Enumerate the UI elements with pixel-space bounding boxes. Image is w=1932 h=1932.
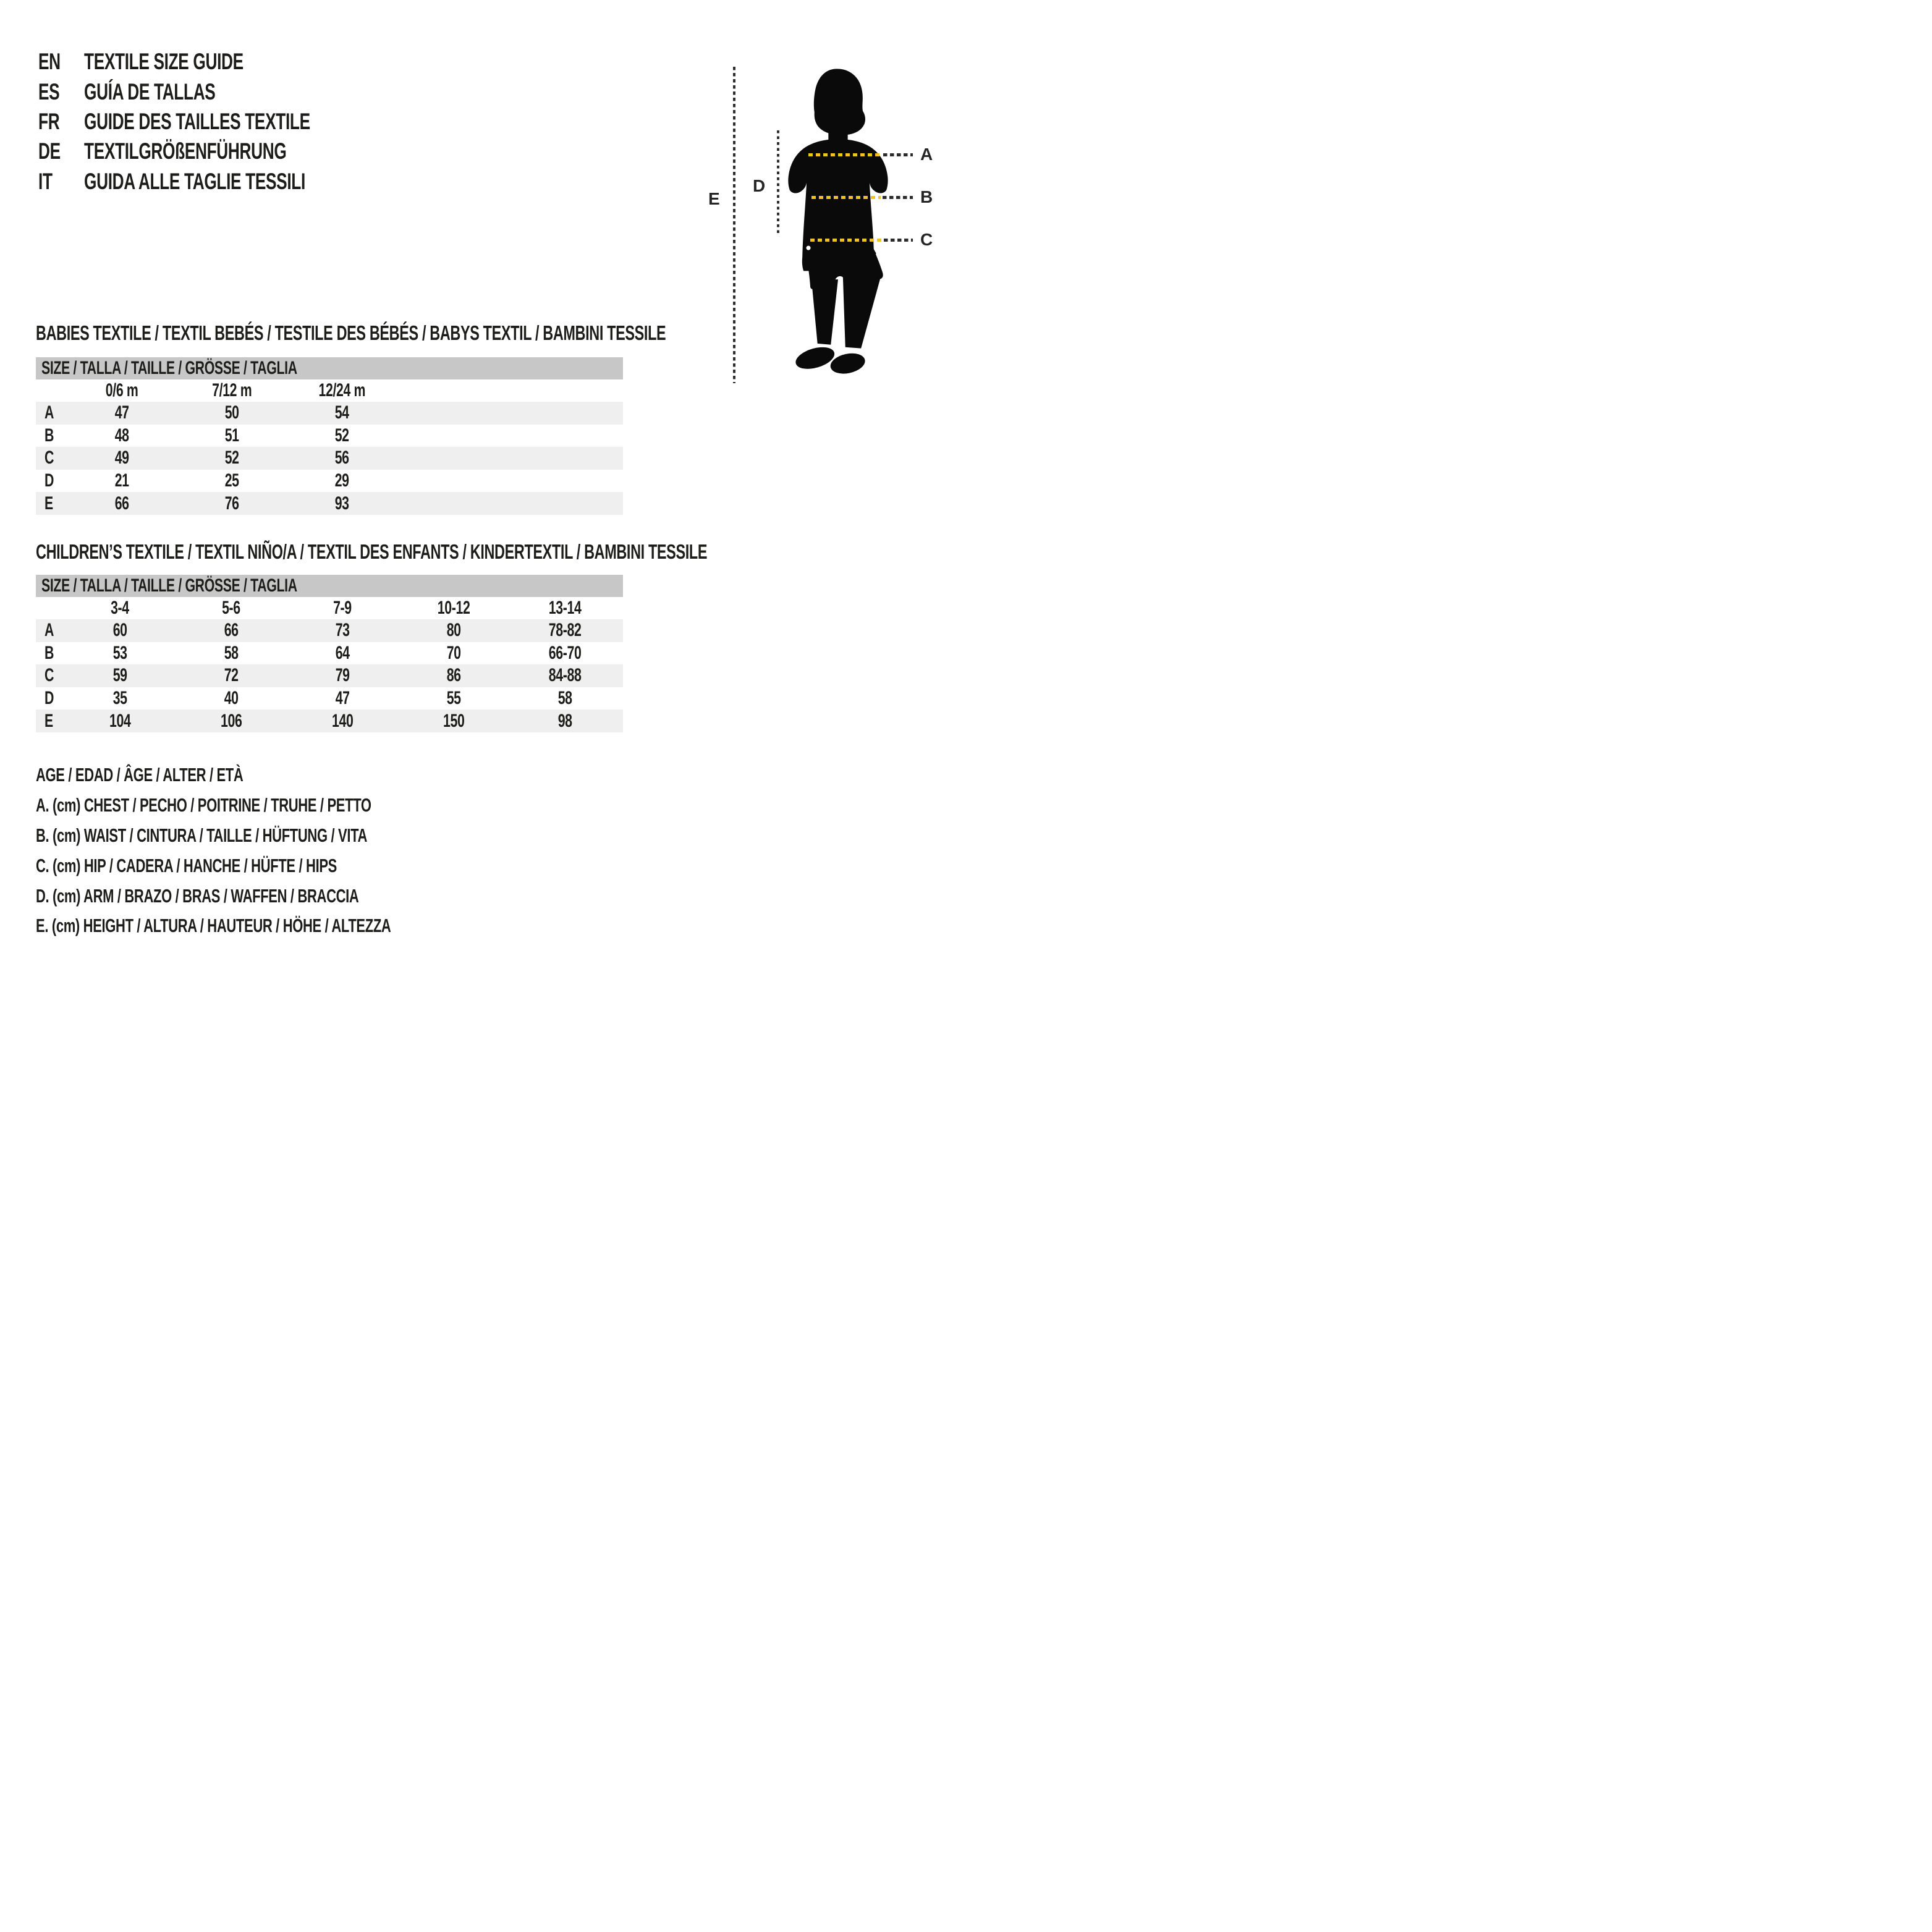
- legend-line-age: AGE / EDAD / ÂGE / ALTER / ETÀ: [36, 764, 244, 786]
- column-header: 10-12: [437, 598, 470, 618]
- language-row-es: [38, 77, 402, 106]
- arm-measure-line-d: [777, 130, 779, 235]
- legend-line-height: E. (cm) HEIGHT / ALTURA / HAUTEUR / HÖHE / ALTEZZA: [36, 915, 391, 937]
- row-label: E: [44, 710, 53, 731]
- column-header: 7/12 m: [211, 380, 252, 400]
- table-row-a: [36, 402, 623, 425]
- language-row-it: [38, 167, 402, 197]
- cell-value: 59: [112, 665, 127, 686]
- cell-value: 58: [224, 642, 239, 663]
- cell-value: 52: [224, 447, 239, 468]
- cell-value: 73: [335, 620, 350, 641]
- table-row-a: [36, 619, 623, 642]
- language-title: TEXTILGRÖßENFÜHRUNG: [84, 138, 287, 164]
- cell-value: 51: [224, 425, 239, 446]
- cell-value: 35: [112, 688, 127, 709]
- label-d: D: [753, 176, 766, 195]
- cell-value: 49: [114, 447, 129, 468]
- language-code: ES: [38, 78, 60, 104]
- cell-value: 25: [224, 470, 239, 491]
- hip-leader-line-c: [884, 239, 913, 242]
- cell-value: 104: [109, 710, 131, 731]
- chest-measure-line-a: [808, 153, 881, 156]
- table-row-c: [36, 447, 623, 470]
- cell-value: 106: [220, 710, 242, 731]
- cell-value: 80: [446, 620, 461, 641]
- cell-value: 29: [334, 470, 349, 491]
- cell-value: 79: [335, 665, 350, 686]
- table-row-b: [36, 425, 623, 447]
- cell-value: 70: [446, 642, 461, 663]
- language-title: TEXTILE SIZE GUIDE: [84, 49, 244, 75]
- label-a: A: [920, 145, 933, 164]
- size-guide-page: [0, 0, 966, 966]
- row-label: C: [44, 447, 54, 468]
- legend-line-hip: C. (cm) HIP / CADERA / HANCHE / HÜFTE / HIPS: [36, 854, 337, 876]
- table-row-e: [36, 492, 623, 515]
- row-label: D: [44, 470, 54, 491]
- label-c: C: [920, 230, 933, 249]
- row-label: A: [44, 402, 54, 423]
- language-title: GUIDA ALLE TAGLIE TESSILI: [84, 168, 305, 194]
- legend-line-waist: B. (cm) WAIST / CINTURA / TAILLE / HÜFTUNG / VITA: [36, 824, 368, 846]
- cell-value: 58: [557, 688, 572, 709]
- table-row-e: [36, 710, 623, 732]
- row-label: D: [44, 688, 54, 709]
- row-label: E: [44, 493, 53, 514]
- cell-value: 56: [334, 447, 349, 468]
- cell-value: 48: [114, 425, 129, 446]
- children-size-table: [36, 575, 623, 732]
- table-row-d: [36, 470, 623, 493]
- cell-value: 53: [112, 642, 127, 663]
- row-label: B: [44, 642, 54, 663]
- cell-value: 21: [114, 470, 129, 491]
- cell-value: 84-88: [548, 665, 582, 686]
- cell-value: 98: [557, 710, 572, 731]
- row-label: C: [44, 665, 54, 686]
- table-row-c: [36, 664, 623, 687]
- language-code: DE: [38, 138, 61, 164]
- language-code: FR: [38, 108, 60, 134]
- column-header-row: [36, 379, 623, 402]
- language-list: [38, 47, 402, 197]
- row-label: B: [44, 425, 54, 446]
- language-title: GUIDE DES TAILLES TEXTILE: [84, 108, 310, 134]
- cell-value: 150: [443, 710, 465, 731]
- babies-size-table: [36, 357, 623, 515]
- cell-value: 72: [224, 665, 239, 686]
- table-row-b: [36, 642, 623, 665]
- waist-leader-line-b: [883, 196, 913, 199]
- size-header-banner: SIZE / TALLA / TAILLE / GRÖSSE / TAGLIA: [36, 575, 623, 597]
- label-b: B: [920, 187, 933, 206]
- column-header-row: [36, 597, 623, 619]
- cell-value: 50: [224, 402, 239, 423]
- language-row-en: [38, 47, 402, 77]
- cell-value: 66-70: [548, 642, 582, 663]
- language-code: EN: [38, 49, 61, 75]
- language-row-de: [38, 137, 402, 166]
- hip-measure-line-c: [810, 239, 882, 242]
- legend-line-chest: A. (cm) CHEST / PECHO / POITRINE / TRUHE / PETTO: [36, 794, 371, 816]
- column-header: 3-4: [111, 598, 129, 618]
- column-header: 7-9: [333, 598, 352, 618]
- column-header: 5-6: [222, 598, 240, 618]
- cell-value: 54: [334, 402, 349, 423]
- measurement-legend: [36, 760, 536, 941]
- children-section-heading: CHILDREN’S TEXTILE / TEXTIL NIÑO/A / TEXTIL DES ENFANTS / KINDERTEXTIL / BAMBINI TESSILE: [36, 540, 708, 563]
- cell-value: 64: [335, 642, 350, 663]
- cell-value: 66: [224, 620, 239, 641]
- cell-value: 66: [114, 493, 129, 514]
- chest-leader-line-a: [883, 153, 913, 156]
- row-label: A: [44, 620, 54, 641]
- table-row-d: [36, 687, 623, 710]
- cell-value: 86: [446, 665, 461, 686]
- language-code: IT: [38, 168, 53, 194]
- language-row-fr: [38, 107, 402, 137]
- label-e: E: [708, 189, 720, 208]
- cell-value: 60: [112, 620, 127, 641]
- cell-value: 52: [334, 425, 349, 446]
- cell-value: 55: [446, 688, 461, 709]
- column-header: 0/6 m: [105, 380, 138, 400]
- language-title: GUÍA DE TALLAS: [84, 78, 216, 104]
- legend-line-arm: D. (cm) ARM / BRAZO / BRAS / WAFFEN / BRACCIA: [36, 884, 359, 907]
- cell-value: 78-82: [548, 620, 582, 641]
- cell-value: 47: [335, 688, 350, 709]
- cell-value: 93: [334, 493, 349, 514]
- cell-value: 47: [114, 402, 129, 423]
- size-header-banner: SIZE / TALLA / TAILLE / GRÖSSE / TAGLIA: [36, 357, 623, 379]
- column-header: 13-14: [548, 598, 582, 618]
- waist-measure-line-b: [811, 196, 881, 199]
- column-header: 12/24 m: [318, 380, 365, 400]
- babies-section-heading: BABIES TEXTILE / TEXTIL BEBÉS / TESTILE DES BÉBÉS / BABYS TEXTIL / BAMBINI TESSILE: [36, 321, 666, 344]
- cell-value: 76: [224, 493, 239, 514]
- cell-value: 40: [224, 688, 239, 709]
- cell-value: 140: [331, 710, 354, 731]
